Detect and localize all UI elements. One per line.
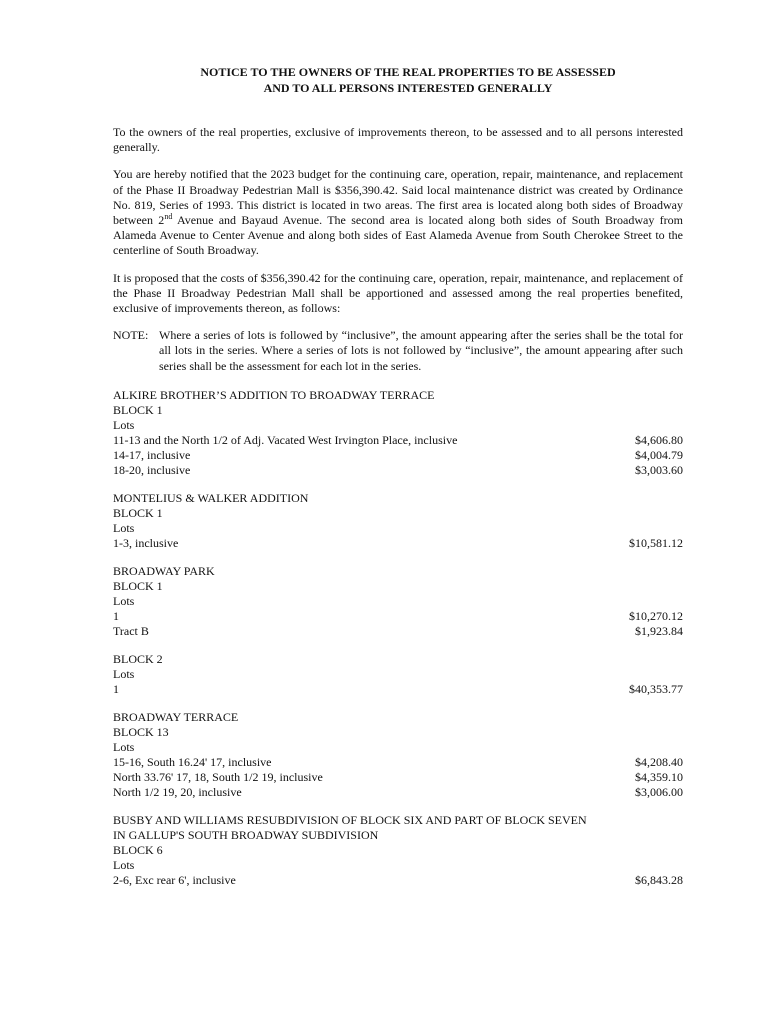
lot-row [113,448,683,463]
lot-row [113,609,683,624]
subdivision-name: MONTELIUS & WALKER ADDITION [113,490,309,505]
paragraph-budget [113,167,683,258]
lot-row [113,785,683,800]
block-label: BLOCK 13 [113,724,169,739]
lots-label: Lots [113,520,135,535]
lot-description: 11-13 and the North 1/2 of Adj. Vacated West Irvington Place, inclusive [113,432,458,447]
lot-description: 15-16, South 16.24' 17, inclusive [113,754,272,769]
lot-description: 1 [113,608,119,623]
section-montelius [113,491,683,551]
subdivision-name: BROADWAY TERRACE [113,709,239,724]
lot-amount: $4,606.80 [635,432,683,447]
block-label: BLOCK 1 [113,505,163,520]
block-label: BLOCK 6 [113,842,163,857]
title-line-1: NOTICE TO THE OWNERS OF THE REAL PROPERTIES TO BE ASSESSED [200,65,616,79]
lots-label: Lots [113,857,135,872]
section-broadway-park-block-2 [113,652,683,697]
note-text: Where a series of lots is followed by “inclusive”, the amount appearing after the series shall be the total for all lots in the series. Where a series of lots is not followed by “inclusive”, the amount appearing after such series shall be the assessment for each lot in the series. [159,328,683,373]
lot-row [113,873,683,888]
lots-label: Lots [113,666,135,681]
subdivision-name: ALKIRE BROTHER’S ADDITION TO BROADWAY TERRACE [113,387,435,402]
block-label: BLOCK 1 [113,402,163,417]
lot-description: North 1/2 19, 20, inclusive [113,784,242,799]
paragraph-budget-text-1: You are hereby notified that the 2023 budget for the continuing care, operation, repair, maintenance, and replacement of the Phase II Broadway Pedestrian Mall is $356,390.42. Said local maintenance district was created by Ordinance No. 819, Series of 1993. This district is located in two areas. The first area is located along both sides of Broadway between 2 [113,167,683,228]
lot-amount: $10,270.12 [629,608,683,623]
lot-row [113,624,683,639]
section-broadway-park [113,564,683,639]
lot-row [113,770,683,785]
subdivision-name-line-2: IN GALLUP'S SOUTH BROADWAY SUBDIVISION [113,827,379,842]
lot-amount: $40,353.77 [629,681,683,696]
lot-row [113,755,683,770]
ordinal-superscript: nd [164,212,173,222]
block-label: BLOCK 1 [113,578,163,593]
subdivision-name-line-1: BUSBY AND WILLIAMS RESUBDIVISION OF BLOCK SIX AND PART OF BLOCK SEVEN [113,812,587,827]
lots-label: Lots [113,593,135,608]
lots-label: Lots [113,739,135,754]
section-busby-williams [113,813,683,888]
section-broadway-terrace [113,710,683,800]
lot-amount: $4,208.40 [635,754,683,769]
lot-row [113,433,683,448]
lot-description: 1 [113,681,119,696]
section-alkire [113,388,683,478]
notice-title [133,64,683,96]
lot-row [113,682,683,697]
note [113,328,683,374]
lots-label: Lots [113,417,135,432]
lot-amount: $4,004.79 [635,447,683,462]
block-label: BLOCK 2 [113,651,163,666]
lot-description: 1-3, inclusive [113,535,179,550]
paragraph-budget-text-2: Avenue and Bayaud Avenue. The second area is located along both sides of South Broadway from Alameda Avenue to Center Avenue and along both sides of East Alameda Avenue from South Cherokee Street to the centerline of South Broadway. [113,213,684,258]
lot-amount: $4,359.10 [635,769,683,784]
lot-amount: $10,581.12 [629,535,683,550]
paragraph-addressees: To the owners of the real properties, exclusive of improvements thereon, to be assessed and to all persons interested generally. [113,125,683,155]
paragraph-apportionment: It is proposed that the costs of $356,390.42 for the continuing care, operation, repair, maintenance, and replacement of the Phase II Broadway Pedestrian Mall shall be apportioned and assessed among the real properties benefited, exclusive of improvements thereon, as follows: [113,270,683,316]
lot-description: 18-20, inclusive [113,462,191,477]
lot-row [113,536,683,551]
lot-amount: $3,006.00 [635,784,683,799]
lot-description: 14-17, inclusive [113,447,191,462]
lot-description: 2-6, Exc rear 6', inclusive [113,872,236,887]
lot-row [113,463,683,478]
note-label: NOTE: [113,328,149,343]
lot-amount: $1,923.84 [635,623,683,638]
lot-description: North 33.76' 17, 18, South 1/2 19, inclusive [113,769,323,784]
notice-document [113,64,683,888]
title-line-2: AND TO ALL PERSONS INTERESTED GENERALLY [263,81,553,95]
lot-amount: $3,003.60 [635,462,683,477]
lot-amount: $6,843.28 [635,872,683,887]
subdivision-name: BROADWAY PARK [113,563,215,578]
lot-description: Tract B [113,623,149,638]
